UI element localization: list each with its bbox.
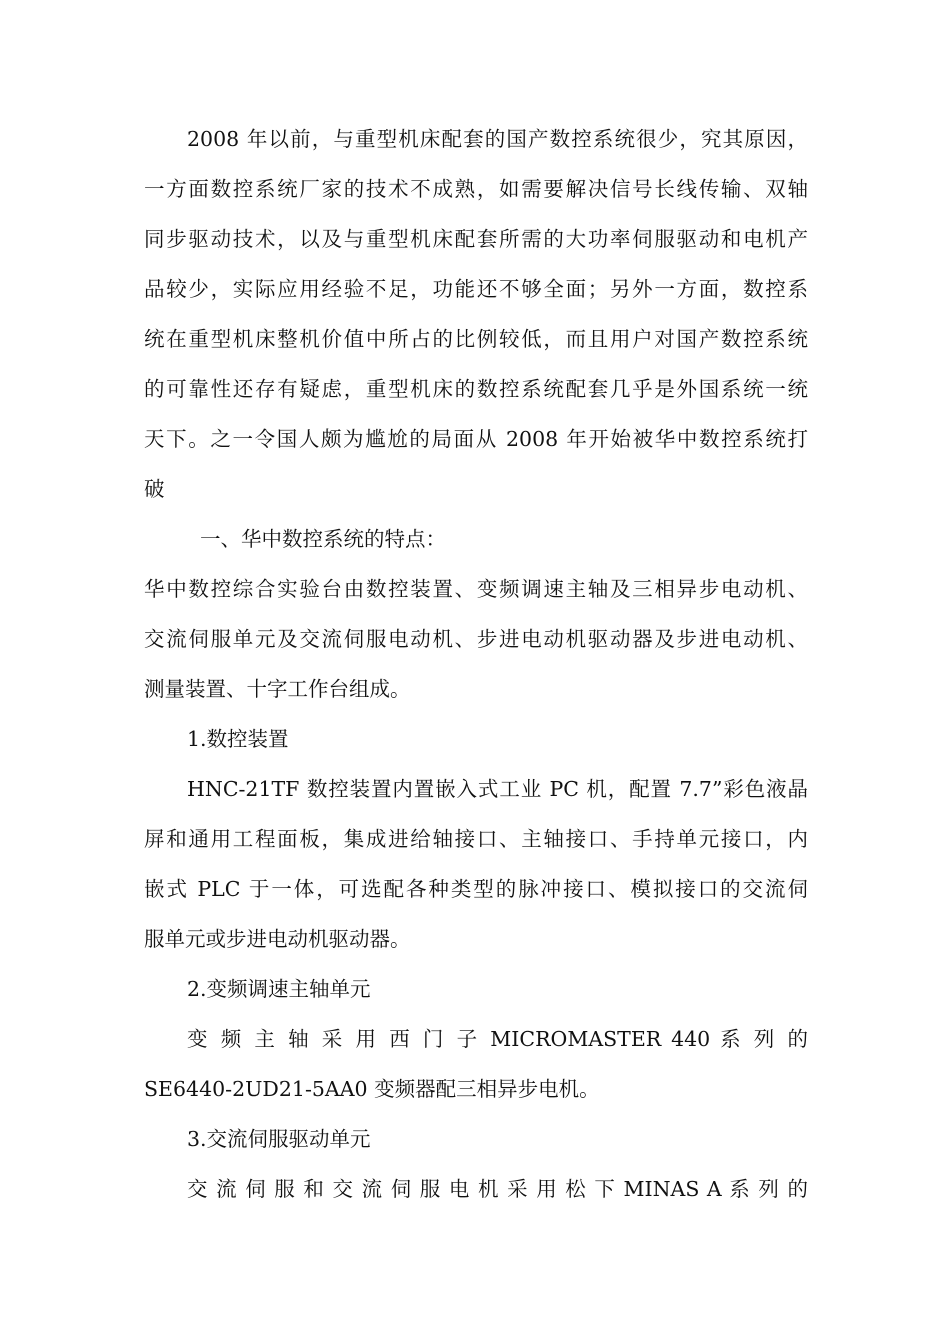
subheading-text: 2.变频调速主轴单元 [187,977,371,1001]
text-line: 交 流 伺 服 和 交 流 伺 服 电 机 采 用 松 下 MINAS A 系 列 的 [187,1177,808,1201]
subheading [144,1114,808,1164]
body-paragraph [144,1164,808,1214]
text-line: 屏和通用工程面板，集成进给轴接口、主轴接口、手持单元接口，内 [144,827,808,851]
body-paragraph [144,564,808,714]
text-line: 变 频 主 轴 采 用 西 门 子 MICROMASTER 440 系 列 的 [187,1027,808,1051]
section-heading [144,514,808,564]
text-line: 天下。之一令国人颇为尴尬的局面从 2008 年开始被华中数控系统打 [144,427,808,451]
text-line: 华中数控综合实验台由数控装置、变频调速主轴及三相异步电动机、 [144,577,808,601]
body-paragraph [144,764,808,964]
subheading-text: 1.数控装置 [187,727,289,751]
text-line: 一方面数控系统厂家的技术不成熟，如需要解决信号长线传输、双轴 [144,177,808,201]
subheading [144,964,808,1014]
text-line: HNC-21TF 数控装置内置嵌入式工业 PC 机，配置 7.7”彩色液晶 [187,777,808,801]
section-heading-text: 一、华中数控系统的特点： [200,527,446,551]
text-line: 嵌式 PLC 于一体，可选配各种类型的脉冲接口、模拟接口的交流伺 [144,877,808,901]
text-line: 统在重型机床整机价值中所占的比例较低，而且用户对国产数控系统 [144,327,808,351]
document-page [144,114,808,1214]
text-line: 服单元或步进电动机驱动器。 [144,927,411,951]
text-line: 测量装置、十字工作台组成。 [144,677,411,701]
body-paragraph [144,1014,808,1114]
intro-paragraph [144,114,808,514]
subheading-text: 3.交流伺服驱动单元 [187,1127,371,1151]
text-line: 2008 年以前，与重型机床配套的国产数控系统很少，究其原因， [187,127,808,151]
text-line: 破 [144,477,165,501]
subheading [144,714,808,764]
text-line: 的可靠性还存有疑虑，重型机床的数控系统配套几乎是外国系统一统 [144,377,808,401]
text-line: 同步驱动技术，以及与重型机床配套所需的大功率伺服驱动和电机产 [144,227,808,251]
text-line: 交流伺服单元及交流伺服电动机、步进电动机驱动器及步进电动机、 [144,627,808,651]
text-line: SE6440-2UD21-5AA0 变频器配三相异步电机。 [144,1077,600,1101]
text-line: 品较少，实际应用经验不足，功能还不够全面；另外一方面，数控系 [144,277,808,301]
